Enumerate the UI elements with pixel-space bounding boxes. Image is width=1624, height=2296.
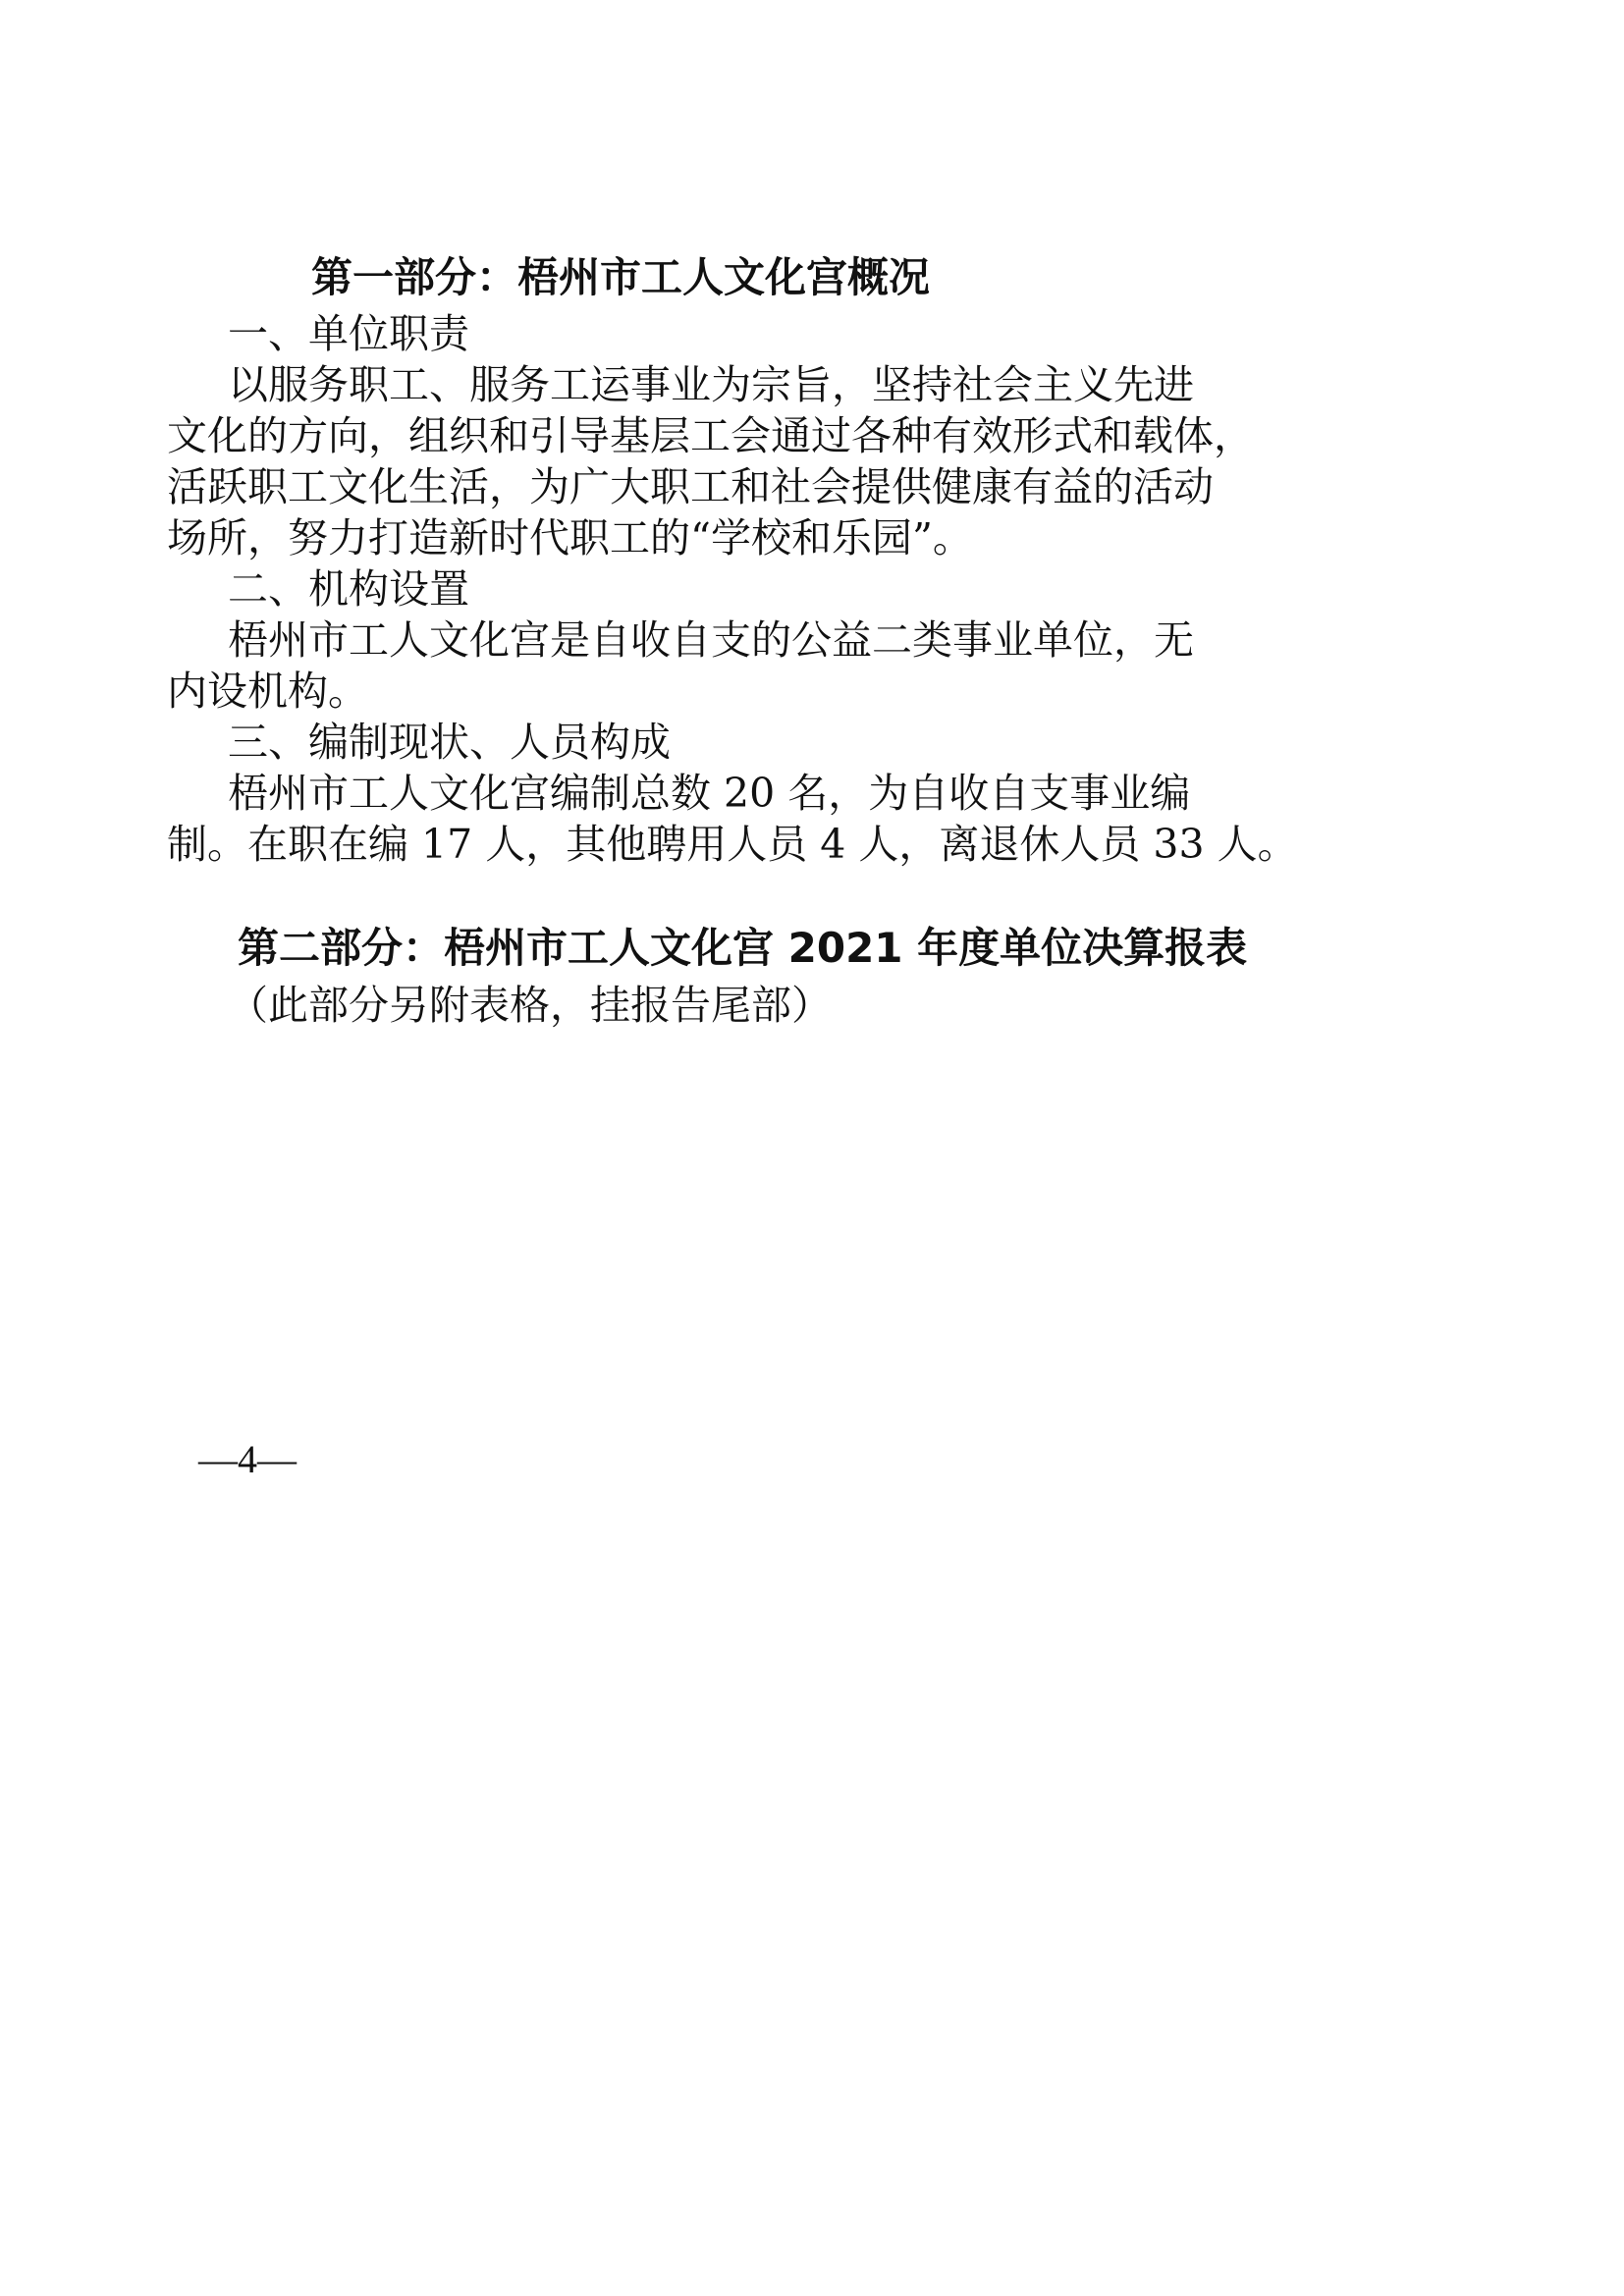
section1-heading: 一、单位职责 [228,310,469,357]
section3-line-2: 制。在职在编 17 人，其他聘用人员 4 人，离退休人员 33 人。 [167,821,1298,868]
section1-line-3: 活跃职工文化生活，为广大职工和社会提供健康有益的活动 [167,463,1214,510]
section1-line-2: 文化的方向，组织和引导基层工会通过各种有效形式和载体， [167,412,1254,459]
section1-line-4: 场所，努力打造新时代职工的“学校和乐园”。 [167,514,973,561]
page-number: —4— [198,1437,297,1481]
section3-heading: 三、编制现状、人员构成 [228,719,671,766]
section3-line-1: 梧州市工人文化宫编制总数 20 名，为自收自支事业编 [228,770,1191,817]
section2-heading: 二、机构设置 [228,565,469,613]
part2-note: （此部分另附表格，挂报告尾部） [228,982,832,1029]
part1-title: 第一部分：梧州市工人文化宫概况 [311,253,931,301]
section2-line-2: 内设机构。 [167,667,368,715]
part2-title: 第二部分：梧州市工人文化宫 2021 年度单位决算报表 [238,924,1248,972]
section1-line-1: 以服务职工、服务工运事业为宗旨，坚持社会主义先进 [228,361,1194,408]
section2-line-1: 梧州市工人文化宫是自收自支的公益二类事业单位，无 [228,616,1194,664]
